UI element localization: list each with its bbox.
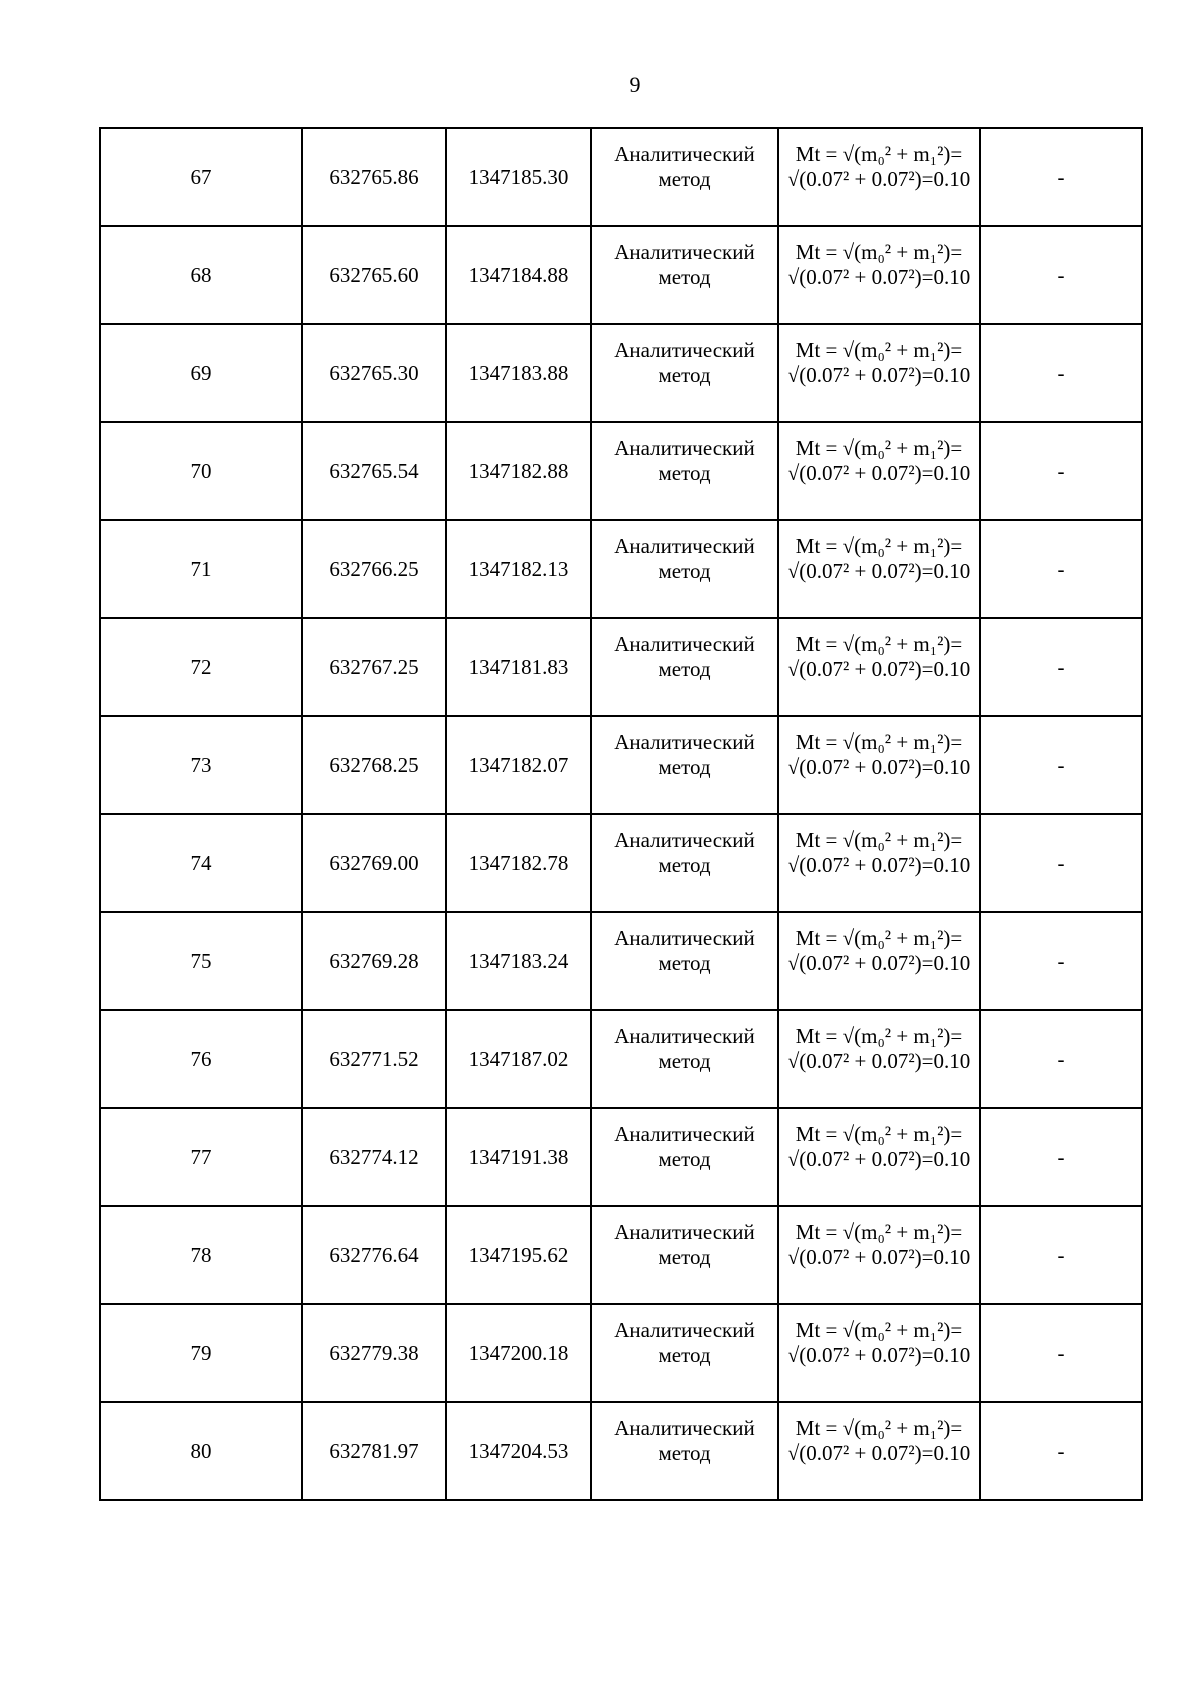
y-coordinate-cell: 1347185.30 — [446, 128, 591, 226]
accuracy-formula-cell-line-1: Mt = √(m₀² + m₁²)= — [795, 1122, 963, 1146]
page-number: 9 — [629, 72, 641, 97]
accuracy-formula-cell-line-2: √(0.07² + 0.07²)=0.10 — [787, 559, 971, 583]
method-cell-content — [592, 1416, 777, 1466]
method-cell-line-1: Аналитический — [614, 730, 755, 754]
accuracy-formula-cell-content — [779, 436, 979, 486]
point-number-cell: 78 — [100, 1206, 302, 1304]
table-row — [100, 422, 1142, 520]
x-coordinate-cell: 632779.38 — [302, 1304, 446, 1402]
note-cell: - — [980, 814, 1142, 912]
table-row — [100, 814, 1142, 912]
note-cell: - — [980, 520, 1142, 618]
method-cell — [591, 324, 778, 422]
point-number-cell: 69 — [100, 324, 302, 422]
accuracy-formula-cell-content — [779, 534, 979, 584]
method-cell-line-2: метод — [658, 265, 711, 289]
method-cell — [591, 226, 778, 324]
y-coordinate-cell: 1347191.38 — [446, 1108, 591, 1206]
point-number-cell: 72 — [100, 618, 302, 716]
accuracy-formula-cell — [778, 128, 980, 226]
method-cell-line-2: метод — [658, 461, 711, 485]
method-cell — [591, 1108, 778, 1206]
method-cell-line-1: Аналитический — [614, 338, 755, 362]
y-coordinate-cell: 1347195.62 — [446, 1206, 591, 1304]
method-cell-line-2: метод — [658, 1343, 711, 1367]
accuracy-formula-cell-content — [779, 1122, 979, 1172]
method-cell-line-2: метод — [658, 363, 711, 387]
accuracy-formula-cell-line-2: √(0.07² + 0.07²)=0.10 — [787, 853, 971, 877]
method-cell-content — [592, 142, 777, 192]
accuracy-formula-cell — [778, 422, 980, 520]
accuracy-formula-cell-line-1: Mt = √(m₀² + m₁²)= — [795, 730, 963, 754]
accuracy-formula-cell-line-1: Mt = √(m₀² + m₁²)= — [795, 1024, 963, 1048]
table-row — [100, 1402, 1142, 1500]
note-cell: - — [980, 1402, 1142, 1500]
accuracy-formula-cell-content — [779, 142, 979, 192]
method-cell-content — [592, 240, 777, 290]
method-cell — [591, 618, 778, 716]
method-cell — [591, 520, 778, 618]
coordinates-table — [99, 127, 1143, 1501]
method-cell-content — [592, 1122, 777, 1172]
note-cell: - — [980, 716, 1142, 814]
method-cell-line-1: Аналитический — [614, 436, 755, 460]
method-cell-line-1: Аналитический — [614, 828, 755, 852]
accuracy-formula-cell-line-2: √(0.07² + 0.07²)=0.10 — [787, 265, 971, 289]
method-cell-line-1: Аналитический — [614, 1416, 755, 1440]
table-row — [100, 1010, 1142, 1108]
method-cell-content — [592, 338, 777, 388]
accuracy-formula-cell-line-1: Mt = √(m₀² + m₁²)= — [795, 1416, 963, 1440]
accuracy-formula-cell — [778, 324, 980, 422]
note-cell: - — [980, 422, 1142, 520]
accuracy-formula-cell-line-1: Mt = √(m₀² + m₁²)= — [795, 926, 963, 950]
method-cell-line-2: метод — [658, 951, 711, 975]
point-number-cell: 71 — [100, 520, 302, 618]
accuracy-formula-cell — [778, 1206, 980, 1304]
x-coordinate-cell: 632765.54 — [302, 422, 446, 520]
method-cell — [591, 1010, 778, 1108]
y-coordinate-cell: 1347183.88 — [446, 324, 591, 422]
method-cell — [591, 1402, 778, 1500]
point-number-cell: 79 — [100, 1304, 302, 1402]
accuracy-formula-cell — [778, 1108, 980, 1206]
x-coordinate-cell: 632767.25 — [302, 618, 446, 716]
method-cell-line-2: метод — [658, 1049, 711, 1073]
accuracy-formula-cell — [778, 1304, 980, 1402]
y-coordinate-cell: 1347187.02 — [446, 1010, 591, 1108]
method-cell-line-1: Аналитический — [614, 632, 755, 656]
note-cell: - — [980, 1304, 1142, 1402]
method-cell-line-1: Аналитический — [614, 1024, 755, 1048]
x-coordinate-cell: 632769.28 — [302, 912, 446, 1010]
method-cell-content — [592, 436, 777, 486]
method-cell-line-1: Аналитический — [614, 142, 755, 166]
method-cell — [591, 716, 778, 814]
accuracy-formula-cell-line-1: Mt = √(m₀² + m₁²)= — [795, 632, 963, 656]
x-coordinate-cell: 632774.12 — [302, 1108, 446, 1206]
accuracy-formula-cell-line-1: Mt = √(m₀² + m₁²)= — [795, 828, 963, 852]
point-number-cell: 77 — [100, 1108, 302, 1206]
y-coordinate-cell: 1347184.88 — [446, 226, 591, 324]
table-row — [100, 618, 1142, 716]
table-row — [100, 128, 1142, 226]
x-coordinate-cell: 632765.86 — [302, 128, 446, 226]
accuracy-formula-cell-line-1: Mt = √(m₀² + m₁²)= — [795, 1318, 963, 1342]
accuracy-formula-cell-content — [779, 1318, 979, 1368]
method-cell-content — [592, 828, 777, 878]
accuracy-formula-cell-line-1: Mt = √(m₀² + m₁²)= — [795, 142, 963, 166]
accuracy-formula-cell — [778, 520, 980, 618]
x-coordinate-cell: 632765.30 — [302, 324, 446, 422]
method-cell — [591, 128, 778, 226]
accuracy-formula-cell-line-2: √(0.07² + 0.07²)=0.10 — [787, 951, 971, 975]
y-coordinate-cell: 1347182.78 — [446, 814, 591, 912]
accuracy-formula-cell — [778, 814, 980, 912]
point-number-cell: 76 — [100, 1010, 302, 1108]
x-coordinate-cell: 632769.00 — [302, 814, 446, 912]
note-cell: - — [980, 1108, 1142, 1206]
accuracy-formula-cell-line-2: √(0.07² + 0.07²)=0.10 — [787, 1147, 971, 1171]
method-cell-line-1: Аналитический — [614, 240, 755, 264]
x-coordinate-cell: 632771.52 — [302, 1010, 446, 1108]
accuracy-formula-cell-line-1: Mt = √(m₀² + m₁²)= — [795, 534, 963, 558]
x-coordinate-cell: 632781.97 — [302, 1402, 446, 1500]
note-cell: - — [980, 324, 1142, 422]
accuracy-formula-cell-content — [779, 926, 979, 976]
method-cell-line-1: Аналитический — [614, 1220, 755, 1244]
method-cell-line-1: Аналитический — [614, 1318, 755, 1342]
method-cell — [591, 422, 778, 520]
table-row — [100, 716, 1142, 814]
point-number-cell: 80 — [100, 1402, 302, 1500]
accuracy-formula-cell-line-2: √(0.07² + 0.07²)=0.10 — [787, 1441, 971, 1465]
method-cell-line-2: метод — [658, 559, 711, 583]
table-row — [100, 520, 1142, 618]
y-coordinate-cell: 1347182.88 — [446, 422, 591, 520]
accuracy-formula-cell-line-1: Mt = √(m₀² + m₁²)= — [795, 240, 963, 264]
x-coordinate-cell: 632766.25 — [302, 520, 446, 618]
method-cell-line-1: Аналитический — [614, 534, 755, 558]
accuracy-formula-cell-line-2: √(0.07² + 0.07²)=0.10 — [787, 363, 971, 387]
method-cell-content — [592, 926, 777, 976]
accuracy-formula-cell-line-2: √(0.07² + 0.07²)=0.10 — [787, 1343, 971, 1367]
point-number-cell: 75 — [100, 912, 302, 1010]
method-cell-line-2: метод — [658, 853, 711, 877]
table-body — [100, 128, 1142, 1500]
table-row — [100, 1304, 1142, 1402]
accuracy-formula-cell-line-2: √(0.07² + 0.07²)=0.10 — [787, 1245, 971, 1269]
method-cell-content — [592, 1024, 777, 1074]
accuracy-formula-cell-content — [779, 1416, 979, 1466]
accuracy-formula-cell — [778, 226, 980, 324]
point-number-cell: 73 — [100, 716, 302, 814]
table-row — [100, 324, 1142, 422]
note-cell: - — [980, 128, 1142, 226]
method-cell — [591, 1206, 778, 1304]
method-cell-line-1: Аналитический — [614, 926, 755, 950]
method-cell-content — [592, 1318, 777, 1368]
accuracy-formula-cell-line-2: √(0.07² + 0.07²)=0.10 — [787, 755, 971, 779]
y-coordinate-cell: 1347200.18 — [446, 1304, 591, 1402]
accuracy-formula-cell-line-1: Mt = √(m₀² + m₁²)= — [795, 436, 963, 460]
method-cell-line-1: Аналитический — [614, 1122, 755, 1146]
accuracy-formula-cell-content — [779, 1220, 979, 1270]
x-coordinate-cell: 632768.25 — [302, 716, 446, 814]
method-cell-content — [592, 534, 777, 584]
x-coordinate-cell: 632776.64 — [302, 1206, 446, 1304]
accuracy-formula-cell — [778, 912, 980, 1010]
accuracy-formula-cell — [778, 1010, 980, 1108]
method-cell-line-2: метод — [658, 755, 711, 779]
table-row — [100, 912, 1142, 1010]
y-coordinate-cell: 1347204.53 — [446, 1402, 591, 1500]
accuracy-formula-cell — [778, 716, 980, 814]
point-number-cell: 74 — [100, 814, 302, 912]
accuracy-formula-cell-content — [779, 240, 979, 290]
point-number-cell: 67 — [100, 128, 302, 226]
method-cell-content — [592, 632, 777, 682]
accuracy-formula-cell-content — [779, 1024, 979, 1074]
method-cell — [591, 1304, 778, 1402]
note-cell: - — [980, 226, 1142, 324]
method-cell-line-2: метод — [658, 657, 711, 681]
y-coordinate-cell: 1347182.13 — [446, 520, 591, 618]
method-cell — [591, 814, 778, 912]
note-cell: - — [980, 618, 1142, 716]
note-cell: - — [980, 1010, 1142, 1108]
accuracy-formula-cell-content — [779, 632, 979, 682]
method-cell-line-2: метод — [658, 1441, 711, 1465]
y-coordinate-cell: 1347182.07 — [446, 716, 591, 814]
method-cell-line-2: метод — [658, 1147, 711, 1171]
y-coordinate-cell: 1347183.24 — [446, 912, 591, 1010]
note-cell: - — [980, 1206, 1142, 1304]
point-number-cell: 70 — [100, 422, 302, 520]
y-coordinate-cell: 1347181.83 — [446, 618, 591, 716]
accuracy-formula-cell-line-1: Mt = √(m₀² + m₁²)= — [795, 338, 963, 362]
accuracy-formula-cell — [778, 1402, 980, 1500]
note-cell: - — [980, 912, 1142, 1010]
point-number-cell: 68 — [100, 226, 302, 324]
method-cell — [591, 912, 778, 1010]
accuracy-formula-cell-line-2: √(0.07² + 0.07²)=0.10 — [787, 1049, 971, 1073]
table-row — [100, 1108, 1142, 1206]
accuracy-formula-cell-content — [779, 828, 979, 878]
accuracy-formula-cell-line-1: Mt = √(m₀² + m₁²)= — [795, 1220, 963, 1244]
table-row — [100, 226, 1142, 324]
table-row — [100, 1206, 1142, 1304]
method-cell-line-2: метод — [658, 1245, 711, 1269]
accuracy-formula-cell-line-2: √(0.07² + 0.07²)=0.10 — [787, 657, 971, 681]
accuracy-formula-cell-content — [779, 730, 979, 780]
accuracy-formula-cell-line-2: √(0.07² + 0.07²)=0.10 — [787, 461, 971, 485]
method-cell-line-2: метод — [658, 167, 711, 191]
accuracy-formula-cell-line-2: √(0.07² + 0.07²)=0.10 — [787, 167, 971, 191]
x-coordinate-cell: 632765.60 — [302, 226, 446, 324]
method-cell-content — [592, 1220, 777, 1270]
method-cell-content — [592, 730, 777, 780]
accuracy-formula-cell-content — [779, 338, 979, 388]
accuracy-formula-cell — [778, 618, 980, 716]
